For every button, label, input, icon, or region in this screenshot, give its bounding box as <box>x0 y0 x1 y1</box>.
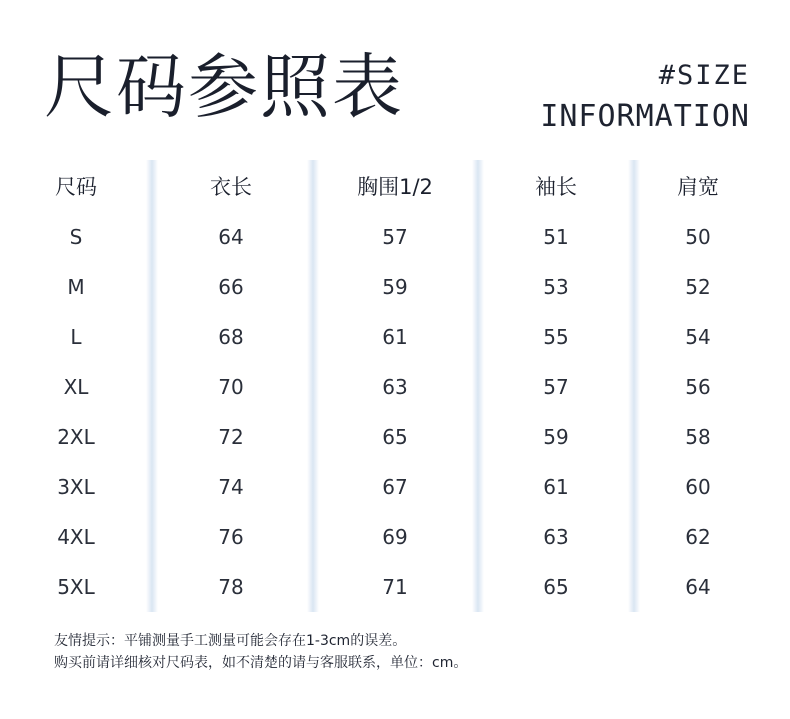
length-cell: 68 <box>218 325 244 349</box>
size-cell: XL <box>63 375 89 399</box>
size-cell: M <box>67 275 85 299</box>
length-cell: 74 <box>218 475 244 499</box>
size-cell: 4XL <box>57 525 95 549</box>
shoulder-cell: 64 <box>685 575 711 599</box>
table-row <box>0 462 790 512</box>
length-cell: 76 <box>218 525 244 549</box>
header-shoulder: 肩宽 <box>677 175 719 199</box>
size-cell: L <box>70 325 82 349</box>
sleeve-cell: 65 <box>543 575 569 599</box>
length-cell: 70 <box>218 375 244 399</box>
shoulder-cell: 56 <box>685 375 711 399</box>
information-subtitle: INFORMATION <box>540 99 750 134</box>
header-half-chest: 胸围1/2 <box>357 175 433 199</box>
length-cell: 64 <box>218 225 244 249</box>
chest-cell: 63 <box>382 375 408 399</box>
length-cell: 66 <box>218 275 244 299</box>
shoulder-cell: 52 <box>685 275 711 299</box>
page-title: 尺码参照表 <box>44 46 404 128</box>
size-cell: 3XL <box>57 475 95 499</box>
measurement-notes <box>54 630 467 674</box>
note-line: 购买前请详细核对尺码表，如不清楚的请与客服联系，单位：cm。 <box>54 655 468 671</box>
table-row <box>0 562 790 612</box>
shoulder-cell: 58 <box>685 425 711 449</box>
chest-cell: 65 <box>382 425 408 449</box>
table-row <box>0 312 790 362</box>
chest-cell: 67 <box>382 475 408 499</box>
note-line: 友情提示：平铺测量手工测量可能会存在1-3cm的误差。 <box>54 633 407 649</box>
table-row <box>0 362 790 412</box>
sleeve-cell: 59 <box>543 425 569 449</box>
chest-cell: 57 <box>382 225 408 249</box>
header-length: 衣长 <box>210 175 252 199</box>
table-row <box>0 212 790 262</box>
chest-cell: 61 <box>382 325 408 349</box>
sleeve-cell: 61 <box>543 475 569 499</box>
table-row <box>0 412 790 462</box>
table-row <box>0 262 790 312</box>
sleeve-cell: 55 <box>543 325 569 349</box>
shoulder-cell: 60 <box>685 475 711 499</box>
size-subtitle: #SIZE <box>658 60 750 91</box>
shoulder-cell: 50 <box>685 225 711 249</box>
size-cell: S <box>69 225 83 249</box>
size-cell: 2XL <box>57 425 95 449</box>
table-header-row <box>0 160 790 212</box>
shoulder-cell: 62 <box>685 525 711 549</box>
sleeve-cell: 51 <box>543 225 569 249</box>
size-table <box>0 160 790 612</box>
sleeve-cell: 57 <box>543 375 569 399</box>
chest-cell: 59 <box>382 275 408 299</box>
header-sleeve: 袖长 <box>535 175 577 199</box>
table-row <box>0 512 790 562</box>
chest-cell: 71 <box>382 575 408 599</box>
length-cell: 72 <box>218 425 244 449</box>
header-size: 尺码 <box>55 175 97 199</box>
length-cell: 78 <box>218 575 244 599</box>
chest-cell: 69 <box>382 525 408 549</box>
sleeve-cell: 53 <box>543 275 569 299</box>
shoulder-cell: 54 <box>685 325 711 349</box>
sleeve-cell: 63 <box>543 525 569 549</box>
size-cell: 5XL <box>57 575 95 599</box>
